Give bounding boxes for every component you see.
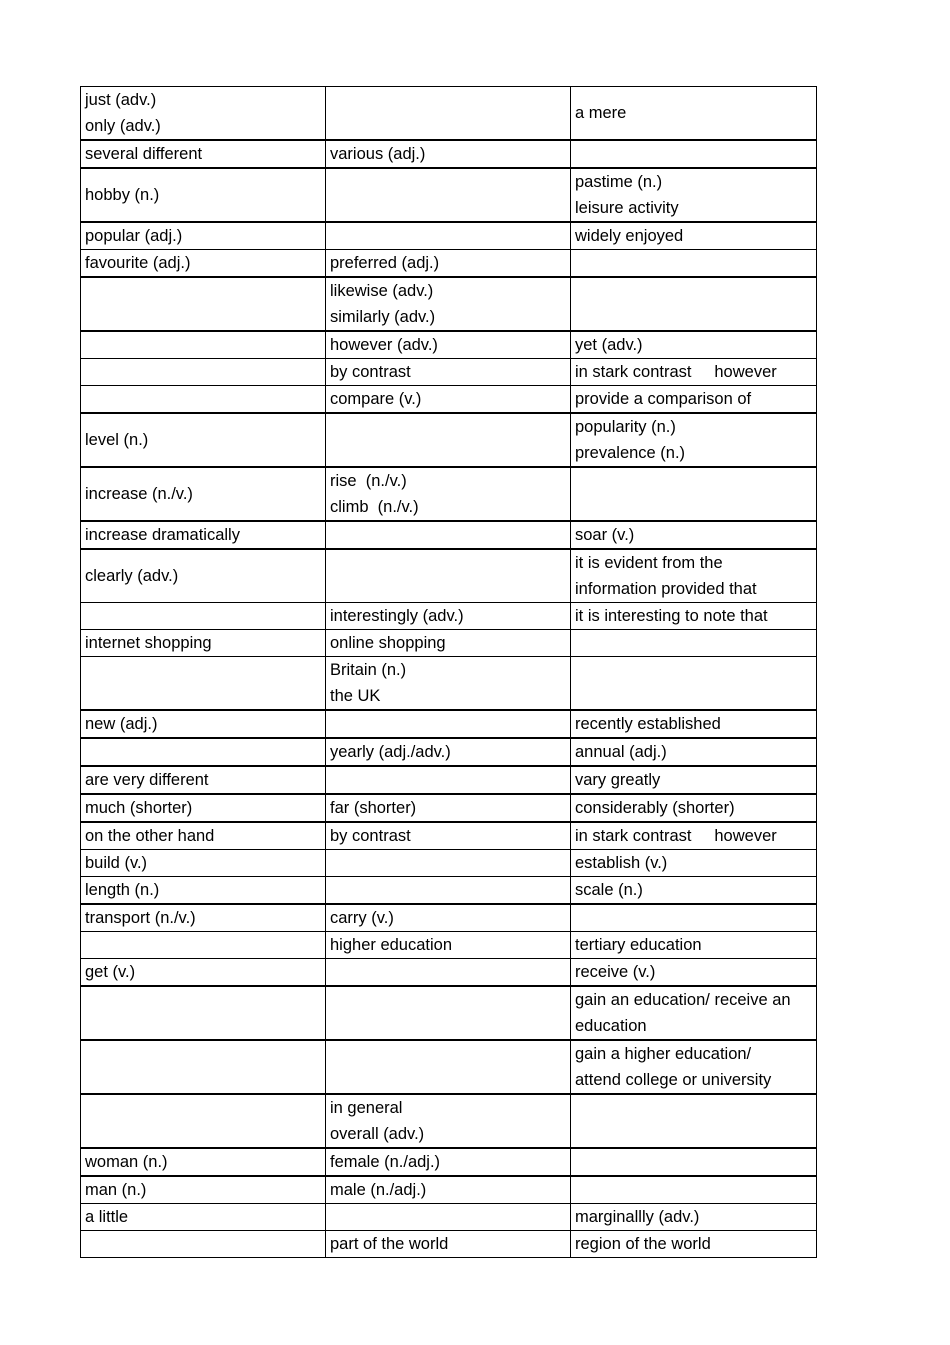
table-cell-col3 <box>571 932 817 959</box>
cell-text: man (n.) <box>85 1181 147 1199</box>
cell-text: prevalence (n.) <box>575 444 686 462</box>
table-cell-col3 <box>571 277 817 331</box>
table-cell-col3 <box>571 140 817 168</box>
table-cell-col3 <box>571 549 817 603</box>
table-cell-col1 <box>81 986 326 1040</box>
cell-text: leisure activity <box>575 199 679 217</box>
cell-text: information provided that <box>575 580 757 598</box>
table-cell-col3 <box>571 850 817 877</box>
cell-text: by contrast <box>330 827 411 845</box>
cell-text: annual (adj.) <box>575 743 667 761</box>
cell-text: build (v.) <box>85 854 148 872</box>
cell-text: just (adv.) <box>85 91 157 109</box>
cell-text: interestingly (adv.) <box>330 607 464 625</box>
table-row <box>81 521 817 549</box>
table-row <box>81 794 817 822</box>
table-cell-col3 <box>571 738 817 766</box>
table-cell-col3 <box>571 87 817 141</box>
table-cell-col3 <box>571 222 817 250</box>
vocabulary-table <box>80 86 817 1258</box>
table-row <box>81 250 817 278</box>
cell-text: Britain (n.) <box>330 661 407 679</box>
table-cell-col2 <box>326 359 571 386</box>
cell-text: a little <box>85 1208 129 1226</box>
cell-text: get (v.) <box>85 963 136 981</box>
table-cell-col1 <box>81 1040 326 1094</box>
table-cell-col3 <box>571 877 817 905</box>
table-cell-col1 <box>81 710 326 738</box>
table-cell-col2 <box>326 630 571 657</box>
cell-text: popular (adj.) <box>85 227 183 245</box>
table-cell-col3 <box>571 331 817 359</box>
cell-text: marginallly (adv.) <box>575 1208 700 1226</box>
table-row <box>81 766 817 794</box>
cell-text: gain a higher education/ <box>575 1045 752 1063</box>
table-row <box>81 932 817 959</box>
cell-text: preferred (adj.) <box>330 254 440 272</box>
table-cell-col2 <box>326 710 571 738</box>
table-row <box>81 359 817 386</box>
table-row <box>81 549 817 603</box>
table-cell-col1 <box>81 1231 326 1258</box>
table-cell-col1 <box>81 140 326 168</box>
table-cell-col2 <box>326 657 571 711</box>
cell-text: on the other hand <box>85 827 215 845</box>
cell-text: soar (v.) <box>575 526 635 544</box>
table-row <box>81 657 817 711</box>
table-cell-col2 <box>326 222 571 250</box>
table-row <box>81 1204 817 1231</box>
cell-text: several different <box>85 145 203 163</box>
table-row <box>81 331 817 359</box>
table-row <box>81 738 817 766</box>
table-cell-col1 <box>81 277 326 331</box>
cell-text: carry (v.) <box>330 909 394 927</box>
cell-text: the UK <box>330 687 381 705</box>
cell-text: gain an education/ receive an <box>575 991 791 1009</box>
table-cell-col3 <box>571 1231 817 1258</box>
cell-text: likewise (adv.) <box>330 282 434 300</box>
cell-text: education <box>575 1017 647 1035</box>
cell-text: part of the world <box>330 1235 449 1253</box>
cell-text: are very different <box>85 771 209 789</box>
cell-text: favourite (adj.) <box>85 254 191 272</box>
cell-text: scale (n.) <box>575 881 643 899</box>
cell-text: woman (n.) <box>85 1153 168 1171</box>
table-cell-col3 <box>571 359 817 386</box>
table-row <box>81 877 817 905</box>
cell-text: region of the world <box>575 1235 711 1253</box>
table-cell-col3 <box>571 168 817 222</box>
table-row <box>81 904 817 932</box>
table-cell-col2 <box>326 959 571 987</box>
cell-text: it is interesting to note that <box>575 607 768 625</box>
table-row <box>81 710 817 738</box>
table-row <box>81 603 817 630</box>
table-cell-col2 <box>326 766 571 794</box>
cell-text: higher education <box>330 936 453 954</box>
table-cell-col2 <box>326 822 571 850</box>
table-cell-col3 <box>571 822 817 850</box>
table-row <box>81 168 817 222</box>
table-cell-col3 <box>571 710 817 738</box>
cell-text: yearly (adj./adv.) <box>330 743 451 761</box>
cell-text: increase (n./v.) <box>85 485 193 503</box>
cell-text: length (n.) <box>85 881 160 899</box>
table-cell-col1 <box>81 959 326 987</box>
table-cell-col1 <box>81 549 326 603</box>
table-cell-col3 <box>571 1148 817 1176</box>
table-cell-col1 <box>81 413 326 467</box>
table-cell-col3 <box>571 904 817 932</box>
cell-text: male (n./adj.) <box>330 1181 427 1199</box>
cell-text: considerably (shorter) <box>575 799 735 817</box>
cell-text: a mere <box>575 104 627 122</box>
table-cell-col3 <box>571 250 817 278</box>
cell-text: it is evident from the <box>575 554 723 572</box>
cell-text: pastime (n.) <box>575 173 663 191</box>
table-cell-col2 <box>326 413 571 467</box>
table-cell-col2 <box>326 1040 571 1094</box>
table-row <box>81 277 817 331</box>
cell-text: only (adv.) <box>85 117 161 135</box>
cell-text: various (adj.) <box>330 145 426 163</box>
table-cell-col1 <box>81 657 326 711</box>
table-row <box>81 140 817 168</box>
cell-text: widely enjoyed <box>575 227 684 245</box>
table-cell-col2 <box>326 1204 571 1231</box>
table-cell-col3 <box>571 413 817 467</box>
table-cell-col1 <box>81 932 326 959</box>
table-cell-col1 <box>81 386 326 414</box>
table-row <box>81 1094 817 1148</box>
cell-text: popularity (n.) <box>575 418 676 436</box>
table-cell-col1 <box>81 250 326 278</box>
cell-text: in stark contrast however <box>575 827 777 845</box>
table-row <box>81 1040 817 1094</box>
table-cell-col3 <box>571 766 817 794</box>
table-cell-col1 <box>81 1148 326 1176</box>
cell-text: yet (adv.) <box>575 336 643 354</box>
cell-text: overall (adv.) <box>330 1125 425 1143</box>
table-cell-col3 <box>571 657 817 711</box>
table-cell-col1 <box>81 1094 326 1148</box>
cell-text: much (shorter) <box>85 799 193 817</box>
cell-text: online shopping <box>330 634 446 652</box>
cell-text: rise (n./v.) <box>330 472 407 490</box>
table-cell-col2 <box>326 549 571 603</box>
table-cell-col2 <box>326 87 571 141</box>
table-cell-col2 <box>326 250 571 278</box>
cell-text: similarly (adv.) <box>330 308 436 326</box>
table-cell-col1 <box>81 1176 326 1204</box>
table-cell-col3 <box>571 521 817 549</box>
table-cell-col1 <box>81 738 326 766</box>
table-cell-col1 <box>81 1204 326 1231</box>
table-cell-col3 <box>571 1176 817 1204</box>
cell-text: however (adv.) <box>330 336 438 354</box>
table-cell-col3 <box>571 1094 817 1148</box>
cell-text: female (n./adj.) <box>330 1153 441 1171</box>
cell-text: tertiary education <box>575 936 702 954</box>
cell-text: internet shopping <box>85 634 212 652</box>
table-cell-col1 <box>81 359 326 386</box>
table-row <box>81 850 817 877</box>
table-cell-col1 <box>81 521 326 549</box>
table-row <box>81 959 817 987</box>
cell-text: provide a comparison of <box>575 390 752 408</box>
table-cell-col2 <box>326 986 571 1040</box>
table-cell-col3 <box>571 959 817 987</box>
table-cell-col3 <box>571 794 817 822</box>
cell-text: attend college or university <box>575 1071 772 1089</box>
table-cell-col2 <box>326 386 571 414</box>
table-cell-col1 <box>81 168 326 222</box>
cell-text: compare (v.) <box>330 390 422 408</box>
table-cell-col2 <box>326 521 571 549</box>
table-cell-col2 <box>326 1231 571 1258</box>
cell-text: clearly (adv.) <box>85 567 179 585</box>
table-cell-col2 <box>326 877 571 905</box>
table-row <box>81 822 817 850</box>
cell-text: climb (n./v.) <box>330 498 419 516</box>
cell-text: far (shorter) <box>330 799 417 817</box>
table-row <box>81 1231 817 1258</box>
table-cell-col2 <box>326 1148 571 1176</box>
table-cell-col1 <box>81 630 326 657</box>
table-cell-col2 <box>326 850 571 877</box>
table-row <box>81 87 817 141</box>
table-row <box>81 1176 817 1204</box>
table-cell-col2 <box>326 331 571 359</box>
cell-text: receive (v.) <box>575 963 656 981</box>
table-cell-col1 <box>81 331 326 359</box>
table-cell-col2 <box>326 932 571 959</box>
table-cell-col3 <box>571 467 817 521</box>
table-cell-col2 <box>326 1176 571 1204</box>
cell-text: in stark contrast however <box>575 363 777 381</box>
cell-text: transport (n./v.) <box>85 909 196 927</box>
cell-text: establish (v.) <box>575 854 668 872</box>
table-cell-col2 <box>326 1094 571 1148</box>
cell-text: hobby (n.) <box>85 186 160 204</box>
table-cell-col2 <box>326 603 571 630</box>
table-row <box>81 630 817 657</box>
table-row <box>81 413 817 467</box>
table-cell-col3 <box>571 1040 817 1094</box>
table-row <box>81 986 817 1040</box>
table-row <box>81 386 817 414</box>
table-cell-col3 <box>571 386 817 414</box>
table-cell-col1 <box>81 822 326 850</box>
table-row <box>81 1148 817 1176</box>
cell-text: level (n.) <box>85 431 149 449</box>
table-cell-col1 <box>81 904 326 932</box>
table-row <box>81 467 817 521</box>
table-cell-col1 <box>81 467 326 521</box>
cell-text: new (adj.) <box>85 715 158 733</box>
table-cell-col2 <box>326 794 571 822</box>
cell-text: vary greatly <box>575 771 661 789</box>
vocabulary-table-body <box>81 87 817 1258</box>
table-cell-col1 <box>81 766 326 794</box>
table-cell-col2 <box>326 140 571 168</box>
table-cell-col1 <box>81 87 326 141</box>
table-cell-col3 <box>571 630 817 657</box>
table-cell-col1 <box>81 603 326 630</box>
cell-text: increase dramatically <box>85 526 240 544</box>
table-cell-col2 <box>326 904 571 932</box>
table-cell-col1 <box>81 794 326 822</box>
table-cell-col2 <box>326 277 571 331</box>
table-cell-col3 <box>571 986 817 1040</box>
table-cell-col1 <box>81 877 326 905</box>
table-cell-col1 <box>81 222 326 250</box>
table-cell-col2 <box>326 738 571 766</box>
cell-text: in general <box>330 1099 403 1117</box>
table-cell-col2 <box>326 168 571 222</box>
table-cell-col2 <box>326 467 571 521</box>
cell-text: recently established <box>575 715 721 733</box>
table-cell-col3 <box>571 1204 817 1231</box>
table-cell-col3 <box>571 603 817 630</box>
table-cell-col1 <box>81 850 326 877</box>
table-row <box>81 222 817 250</box>
cell-text: by contrast <box>330 363 411 381</box>
